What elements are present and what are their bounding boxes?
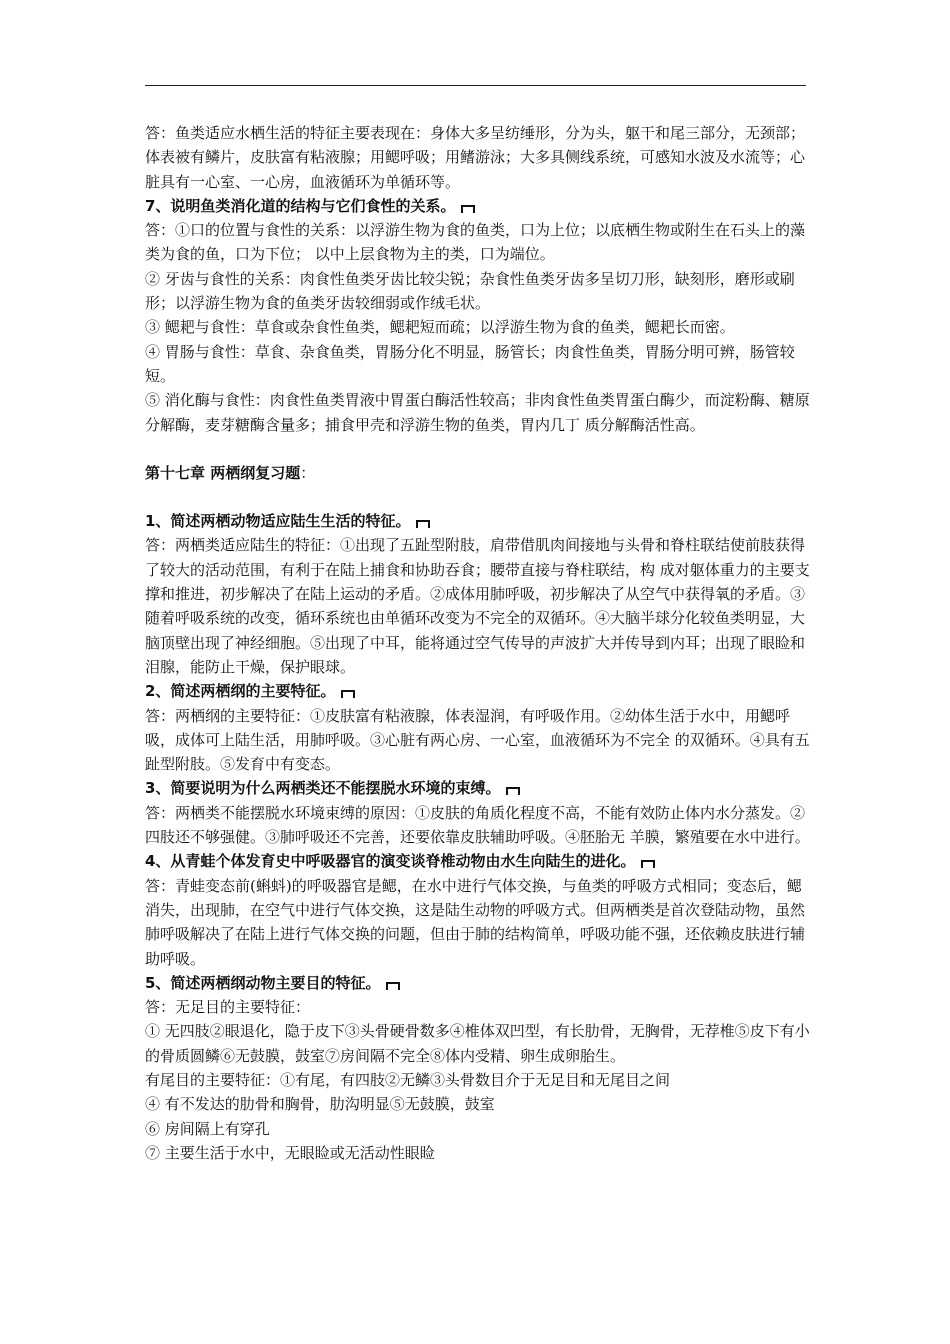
chapter-heading (145, 461, 813, 485)
bracket-mark-icon (386, 982, 400, 990)
question-text: 7、说明鱼类消化道的结构与它们食性的关系。 (145, 196, 456, 215)
question-1 (145, 509, 813, 533)
answer-5-part-4: ④ 有不发达的肋骨和胸骨，肋沟明显⑤无鼓膜，鼓室 (145, 1095, 495, 1114)
answer-5-part-2: ① 无四肢②眼退化，隐于皮下③头骨硬骨数多④椎体双凹型，有长肋骨，无胸骨，无荐椎⑤皮下有小的骨质圆鳞⑥无鼓膜，鼓室⑦房间隔不完全⑧体内受精、卵生成卵胎生。 (145, 1022, 810, 1065)
question-text: 4、从青蛙个体发育史中呼吸器官的演变谈脊椎动物由水生向陆生的进化。 (145, 852, 636, 871)
bracket-mark-icon (506, 787, 520, 795)
bracket-mark-icon (461, 205, 475, 213)
answer-7-part-3: ③ 鳃耙与食性：草食或杂食性鱼类，鳃耙短而疏；以浮游生物为食的鱼类，鳃耙长而密。 (145, 318, 735, 337)
answer-7-part-4: ④ 胃肠与食性：草食、杂食鱼类，胃肠分化不明显，肠管长；肉食性鱼类，胃肠分明可辨，肠管较短。 (145, 342, 795, 385)
question-text: 3、简要说明为什么两栖类还不能摆脱水环境的束缚。 (145, 779, 501, 798)
question-text: 2、简述两栖纲的主要特征。 (145, 682, 336, 701)
question-text: 1、简述两栖动物适应陆生生活的特征。 (145, 512, 411, 531)
header-rule (145, 85, 806, 86)
answer-5-part-5: ⑥ 房间隔上有穿孔 (145, 1119, 270, 1138)
answer-paragraph: 答：鱼类适应水栖生活的特征主要表现在：身体大多呈纺缍形，分为头，躯干和尾三部分，无颈部；体表被有鳞片，皮肤富有粘液腺；用鳃呼吸；用鳍游泳；大多具侧线系统，可感知水波及水流等；心脏具有一心室、一心房，血液循环为单循环等。 (145, 124, 806, 191)
question-2 (145, 679, 813, 703)
question-5 (145, 971, 813, 995)
answer-5-part-1: 答：无足目的主要特征： (145, 998, 311, 1017)
question-7 (145, 194, 813, 218)
chapter-colon: ： (300, 463, 316, 482)
answer-2: 答：两栖纲的主要特征：①皮肤富有粘液腺，体表湿润，有呼吸作用。②幼体生活于水中，用鳃呼吸，成体可上陆生活，用肺呼吸。③心脏有两心房、一心室，血液循环为不完全 的双循环。④具有五趾型附肢。⑤发育中有变态。 (145, 706, 810, 774)
document-body (145, 121, 813, 1165)
answer-5-part-3: 有尾目的主要特征：①有尾，有四肢②无鳞③头骨数目介于无足目和无尾目之间 (145, 1070, 671, 1089)
question-4 (145, 849, 813, 873)
bracket-mark-icon (641, 860, 655, 868)
answer-7-part-1: 答：①口的位置与食性的关系：以浮游生物为食的鱼类，口为上位；以底栖生物或附生在石头上的藻类为食的鱼，口为下位； 以中上层食物为主的类，口为端位。 (145, 221, 806, 264)
answer-1: 答：两栖类适应陆生的特征：①出现了五趾型附肢，肩带借肌肉间接地与头骨和脊柱联结使前肢获得了较大的活动范围，有利于在陆上捕食和协助吞食；腰带直接与脊柱联结，构 成对躯体重力的主要支撑和推进，初步解决了在陆上运动的矛盾。②成体用肺呼吸，初步解决了从空气中获得氧的矛盾。③随着呼吸系统的改变，循环系统也由单循环改变为不完全的双循环。④大脑半球分化较鱼类明显，大脑顶壁出现了神经细胞。⑤出现了中耳，能将通过空气传导的声波扩大并传导到内耳；出现了眼睑和泪腺，能防止干燥，保护眼球。 (145, 536, 810, 676)
bracket-mark-icon (416, 520, 430, 528)
question-3 (145, 776, 813, 800)
question-text: 5、简述两栖纲动物主要目的特征。 (145, 973, 381, 992)
answer-7-part-5: ⑤ 消化酶与食性：肉食性鱼类胃液中胃蛋白酶活性较高；非肉食性鱼类胃蛋白酶少，而淀粉酶、糖原分解酶，麦芽糖酶含量多；捕食甲壳和浮游生物的鱼类，胃内几丁 质分解酶活性高。 (145, 391, 810, 434)
answer-5-part-6: ⑦ 主要生活于水中，无眼睑或无活动性眼睑 (145, 1143, 435, 1162)
bracket-mark-icon (341, 690, 355, 698)
chapter-title: 第十七章 两栖纲复习题 (145, 463, 301, 482)
answer-3: 答：两栖类不能摆脱水环境束缚的原因：①皮肤的角质化程度不高，不能有效防止体内水分蒸发。②四肢还不够强健。③肺呼吸还不完善，还要依靠皮肤辅助呼吸。④胚胎无 羊膜，繁殖要在水中进行。 (145, 803, 810, 847)
answer-7-part-2: ② 牙齿与食性的关系：肉食性鱼类牙齿比较尖锐；杂食性鱼类牙齿多呈切刀形，缺刻形，磨形或刷形；以浮游生物为食的鱼类牙齿较细弱或作绒毛状。 (145, 269, 795, 313)
answer-4: 答：青蛙变态前(蝌蚪)的呼吸器官是鳃，在水中进行气体交换，与鱼类的呼吸方式相同；变态后，鳃消失，出现肺，在空气中进行气体交换，这是陆生动物的呼吸方式。但两栖类是首次登陆动物，虽然肺呼吸解决了在陆上进行气体交换的问题，但由于肺的结构简单，呼吸功能不强，还依赖皮肤进行辅助呼吸。 (145, 876, 806, 968)
